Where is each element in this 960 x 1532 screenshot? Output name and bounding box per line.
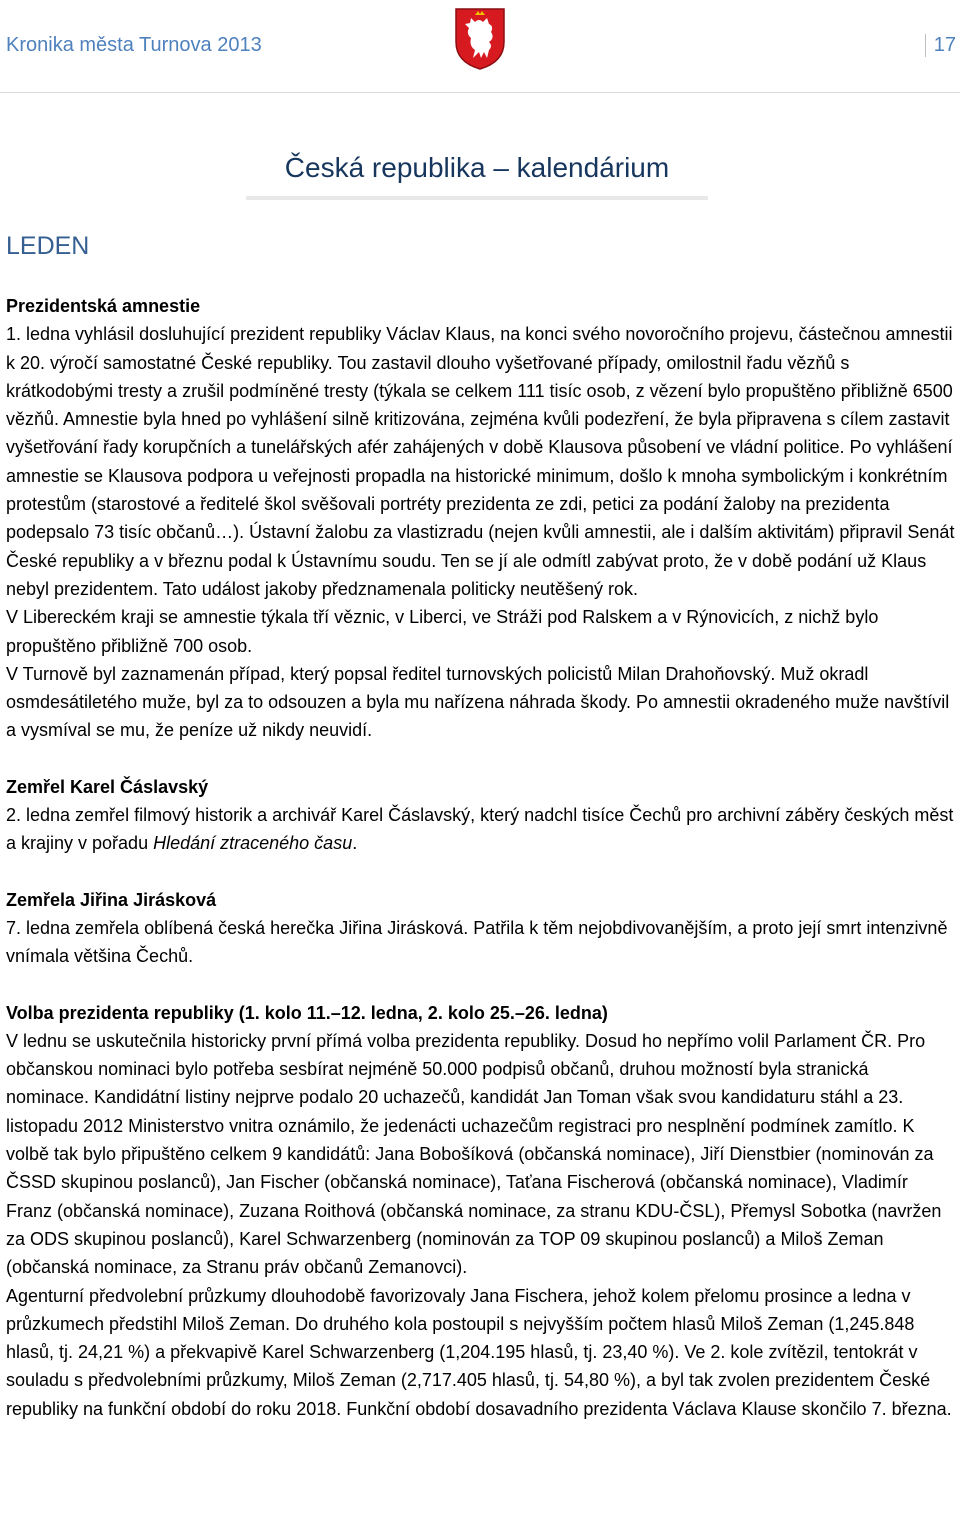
- page-header: [0, 0, 960, 96]
- coat-of-arms-icon: [453, 6, 507, 72]
- page-title: Česká republika – kalendárium: [246, 148, 708, 200]
- page-number: 17: [925, 34, 956, 57]
- paragraph: Agenturní předvolební průzkumy dlouhodobě favorizovaly Jana Fischera, jehož kolem přelomu prosince a ledna v průzkumech předstihl Miloš Zeman. Do druhého kola postoupil s nejvyšším počtem hlasů Miloš Zeman (1,245.848 hlasů, tj. 24,21 %) a překvapivě Karel Schwarzenberg (1,204.195 hlasů, tj. 23,40 %). Ve 2. kole zvítězil, tentokrát v souladu s předvolebními průzkumy, Miloš Zeman (2,717.405 hlasů, tj. 54,80 %), a byl tak zvolen prezidentem České republiky na funkční období do roku 2018. Funkční období dosavadního prezidenta Václava Klause skončilo 7. března.: [6, 1285, 952, 1419]
- section-amnestie: [6, 292, 956, 745]
- spacer: [6, 858, 956, 886]
- spacer: [6, 745, 956, 773]
- section-heading: Zemřela Jiřina Jirásková: [6, 889, 217, 910]
- header-divider: [0, 92, 960, 93]
- month-heading: LEDEN: [6, 232, 90, 260]
- spacer: [6, 971, 956, 999]
- paragraph: 7. ledna zemřela oblíbená česká herečka Jiřina Jirásková. Patřila k těm nejobdivovanějším, a proto její smrt intenzivně vnímala většina Čechů.: [6, 917, 948, 967]
- section-heading: Prezidentská amnestie: [6, 296, 201, 316]
- paragraph: V lednu se uskutečnila historicky první přímá volba prezidenta republiky. Dosud ho nepřímo volil Parlament ČR. Pro občanskou nominaci bylo potřeba sesbírat nejméně 50.000 podpisů občanů, druhou možností byla stranická nominace. Kandidátní listiny nejprve podalo 20 uchazečů, kandidát Jan Toman však svou kandidaturu stáhl a 23. listopadu 2012 Ministerstvo vnitra oznámilo, že jedenácti uchazečům registraci pro nesplnění podmínek zamítlo. K volbě tak bylo připuštěno celkem 9 kandidátů: Jana Bobošíková (občanská nominace), Jiří Dienstbier (nominován za ČSSD skupinou poslanců), Jan Fischer (občanská nominace), Taťana Fischerová (občanská nominace), Vladimír Franz (občanská nominace), Zuzana Roithová (občanská nominace, za stranu KDU-ČSL), Přemysl Sobotka (navržen za ODS skupinou poslanců), Karel Schwarzenberg (nominován za TOP 09 skupinou poslanců) a Miloš Zeman (občanská nominace, za Stranu práv občanů Zemanovci).: [6, 1030, 942, 1278]
- section-jiraskova: [6, 886, 956, 971]
- section-heading: Volba prezidenta republiky (1. kolo 11.–12. ledna, 2. kolo 25.–26. ledna): [6, 1002, 608, 1023]
- paragraph-text: 2. ledna zemřel filmový historik a archivář Karel Čáslavský, který nadchl tisíce Čechů pro archivní záběry českých měst a krajiny v pořadu: [6, 805, 954, 854]
- paragraph-text-end: .: [352, 833, 358, 854]
- paragraph: 1. ledna vyhlásil dosluhující prezident republiky Václav Klaus, na konci svého novoročního projevu, částečnou amnestii k 20. výročí samostatné České republiky. Tou zastavil dlouho vyšetřované případy, omilostnil řadu vězňů s krátkodobými tresty a zrušil podmíněné tresty (týkala se celkem 111 tisíc osob, z vězení bylo propuštěno přibližně 6500 vězňů. Amnestie byla hned po vyhlášení silně kritizována, zejména kvůli podezření, že byla připravena s cílem zastavit vyšetřování řady korupčních a tunelářských afér zahájených v době Klausova působení ve vládní politice. Po vyhlášení amnestie se Klausova podpora u veřejnosti propadla na historické minimum, došlo k mnoha symbolickým i konkrétním protestům (starostové a ředitelé škol svěšovali portréty prezidenta ze zdi, petici za podání žaloby na prezidenta podepsalo 73 tisíc občanů…). Ústavní žalobu za vlastizradu (nejen kvůli amnestii, ale i dalším aktivitám) připravil Senát České republiky a v březnu podal k Ústavnímu soudu. Ten se jí ale odmítl zabývat proto, že v době podání už Klaus nebyl prezidentem. Tato událost jakoby předznamenala politicky neutěšený rok.: [6, 324, 955, 599]
- chronicle-title: Kronika města Turnova 2013: [6, 34, 262, 56]
- section-caslavsky: [6, 773, 956, 858]
- paragraph: [6, 801, 956, 858]
- program-title: Hledání ztraceného času: [153, 833, 353, 854]
- paragraph: V Turnově byl zaznamenán případ, který popsal ředitel turnovských policistů Milan Drahoňovský. Muž okradl osmdesátiletého muže, byl za to odsouzen a byla mu nařízena náhrada škody. Po amnestii okradeného muže navštívil a vysmíval se mu, že peníze už nikdy neuvidí.: [6, 663, 950, 741]
- section-volba-prezidenta: [6, 999, 956, 1423]
- content: [6, 292, 956, 1423]
- section-heading: Zemřel Karel Čáslavský: [6, 776, 209, 797]
- paragraph: V Libereckém kraji se amnestie týkala tří věznic, v Liberci, ve Stráži pod Ralskem a v Rýnovicích, z nichž bylo propuštěno přibližně 700 osob.: [6, 607, 879, 656]
